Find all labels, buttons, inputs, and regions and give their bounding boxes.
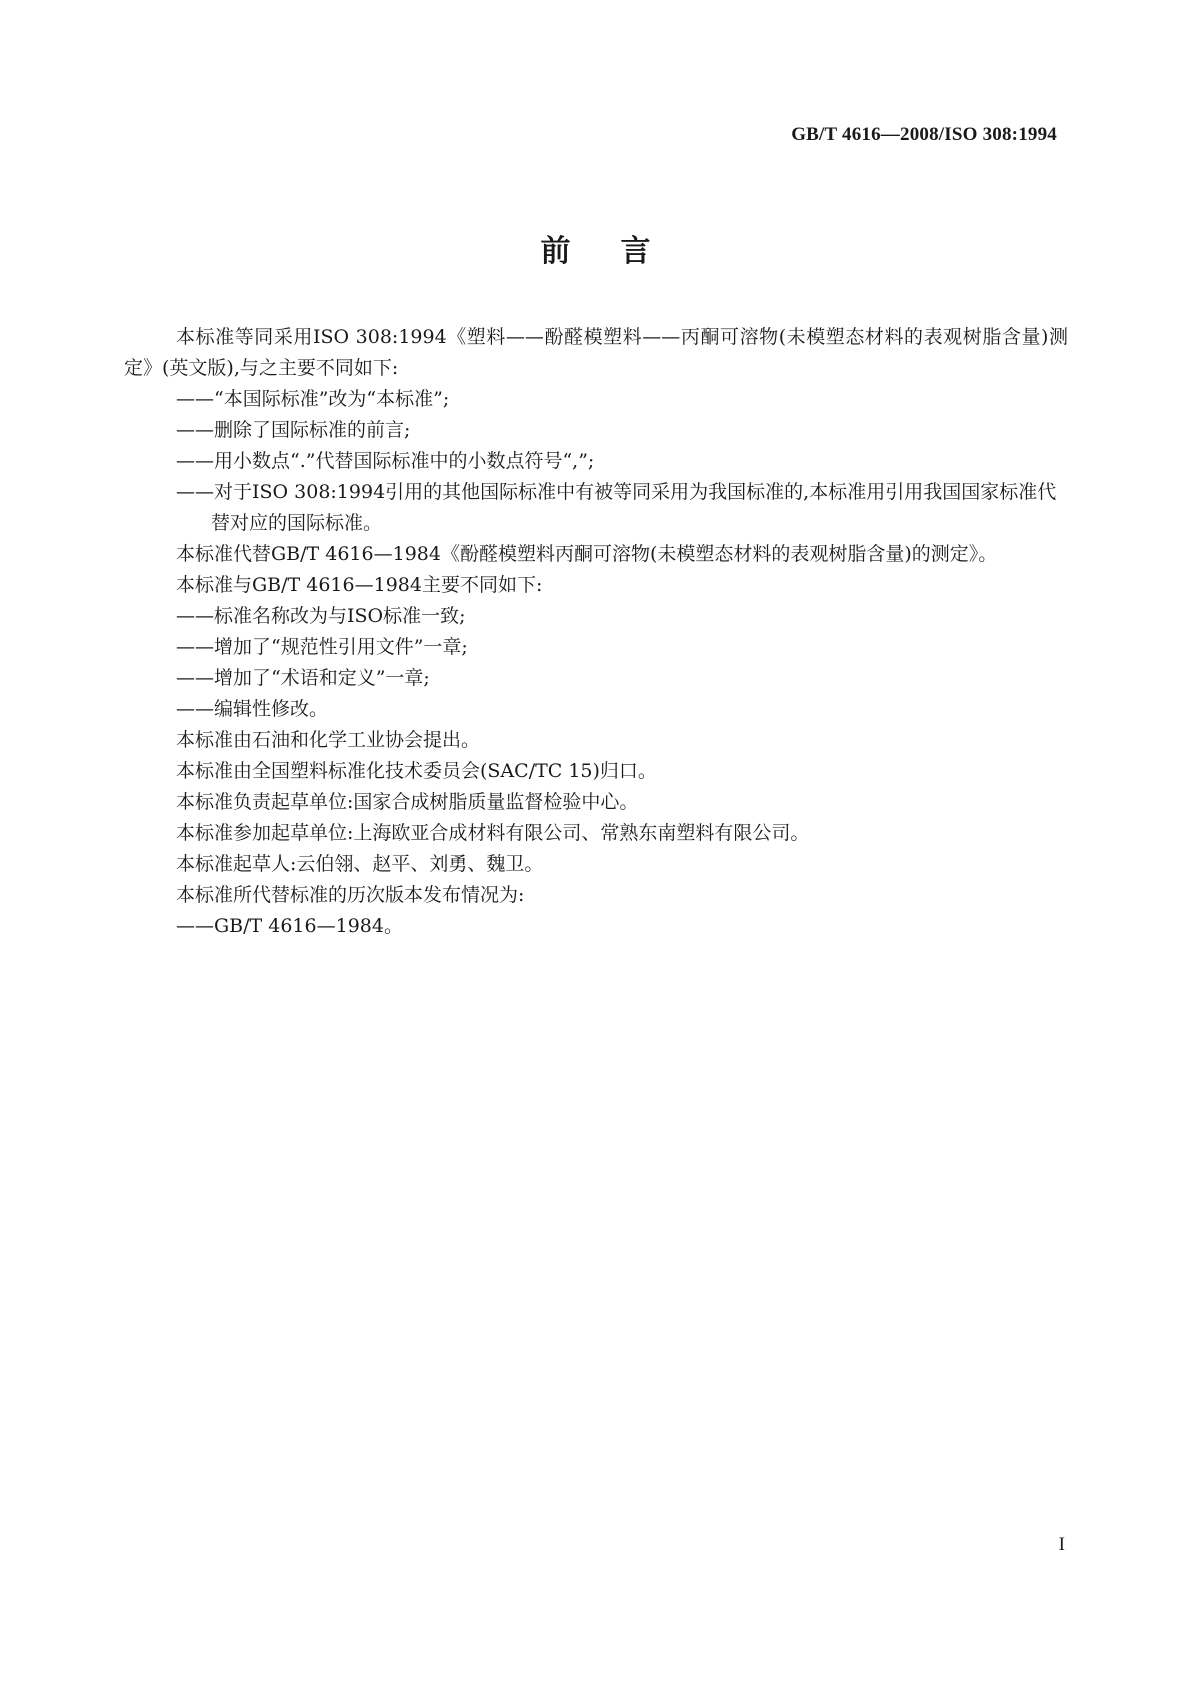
list-item: ——删除了国际标准的前言; [176, 419, 411, 441]
page-title: 前言 [540, 234, 701, 269]
list-item: ——增加了“规范性引用文件”一章; [176, 636, 468, 658]
list-item: ——对于ISO 308:1994引用的其他国际标准中有被等同采用为我国标准的,本标准用引用我国国家标准代替对应的国际标准。 [176, 481, 1057, 534]
paragraph-replaces: 本标准代替GB/T 4616—1984《酚醛模塑料丙酮可溶物(未模塑态材料的表观树脂含量)的测定》。 [176, 543, 998, 565]
paragraph-differences: 本标准与GB/T 4616—1984主要不同如下: [176, 574, 543, 596]
paragraph-proposer: 本标准由石油和化学工业协会提出。 [176, 729, 481, 751]
paragraph-adoption: 本标准等同采用ISO 308:1994《塑料——酚醛模塑料——丙酮可溶物(未模塑态材料的表观树脂含量)测定》(英文版),与之主要不同如下: [124, 326, 1068, 379]
list-item: ——GB/T 4616—1984。 [176, 915, 403, 937]
paragraph-history: 本标准所代替标准的历次版本发布情况为: [176, 884, 525, 906]
paragraph-committee: 本标准由全国塑料标准化技术委员会(SAC/TC 15)归口。 [176, 760, 657, 782]
list-item: ——标准名称改为与ISO标准一致; [176, 605, 466, 627]
list-item: ——增加了“术语和定义”一章; [176, 667, 430, 689]
list-item: ——用小数点“.”代替国际标准中的小数点符号“,”; [176, 450, 595, 472]
page-number: I [1058, 1534, 1065, 1555]
standard-code-header: GB/T 4616—2008/ISO 308:1994 [791, 124, 1057, 145]
list-item: ——编辑性修改。 [176, 698, 329, 720]
list-item: ——“本国际标准”改为“本标准”; [176, 388, 450, 410]
paragraph-authors: 本标准起草人:云伯翎、赵平、刘勇、魏卫。 [176, 853, 544, 875]
paragraph-co-drafters: 本标准参加起草单位:上海欧亚合成材料有限公司、常熟东南塑料有限公司。 [176, 822, 810, 844]
foreword-body [124, 322, 1068, 942]
paragraph-lead-drafter: 本标准负责起草单位:国家合成树脂质量监督检验中心。 [176, 791, 639, 813]
